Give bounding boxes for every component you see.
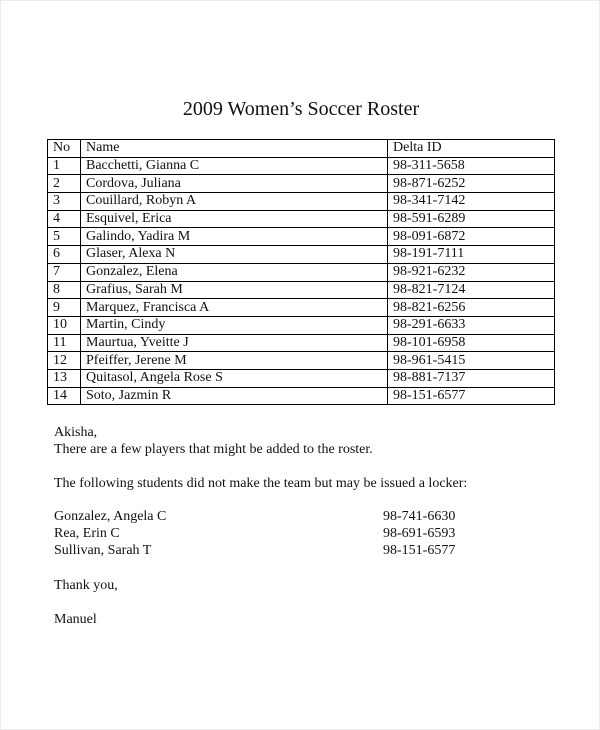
table-row (48, 193, 555, 211)
cell-no: 11 (48, 334, 81, 352)
cell-name: Marquez, Francisca A (81, 299, 388, 317)
closing: Thank you, (54, 578, 118, 593)
cell-delta-id: 98-591-6289 (388, 210, 555, 228)
note-line-1: There are a few players that might be added to the roster. (54, 442, 373, 457)
table-row (48, 228, 555, 246)
cell-no: 10 (48, 316, 81, 334)
table-row (48, 175, 555, 193)
cell-name: Martin, Cindy (81, 316, 388, 334)
cell-name: Grafius, Sarah M (81, 281, 388, 299)
cell-delta-id: 98-091-6872 (388, 228, 555, 246)
table-row (48, 263, 555, 281)
table-row (48, 387, 555, 405)
cell-name: Pfeiffer, Jerene M (81, 352, 388, 370)
extra-student-id: 98-151-6577 (383, 543, 456, 558)
table-row (48, 157, 555, 175)
extra-student-id: 98-691-6593 (383, 526, 456, 541)
roster-table (47, 139, 555, 405)
table-row (48, 246, 555, 264)
cell-name: Esquivel, Erica (81, 210, 388, 228)
cell-delta-id: 98-311-5658 (388, 157, 555, 175)
cell-no: 12 (48, 352, 81, 370)
table-row (48, 352, 555, 370)
cell-delta-id: 98-191-7111 (388, 246, 555, 264)
extra-student-name: Gonzalez, Angela C (54, 509, 167, 524)
cell-delta-id: 98-881-7137 (388, 369, 555, 387)
greeting: Akisha, (54, 425, 98, 440)
cell-name: Soto, Jazmin R (81, 387, 388, 405)
cell-no: 5 (48, 228, 81, 246)
table-row (48, 210, 555, 228)
cell-no: 9 (48, 299, 81, 317)
note-line-2: The following students did not make the team but may be issued a locker: (54, 476, 468, 491)
cell-delta-id: 98-101-6958 (388, 334, 555, 352)
cell-no: 6 (48, 246, 81, 264)
extra-student-id: 98-741-6630 (383, 509, 456, 524)
cell-name: Glaser, Alexa N (81, 246, 388, 264)
cell-name: Galindo, Yadira M (81, 228, 388, 246)
cell-name: Quitasol, Angela Rose S (81, 369, 388, 387)
cell-delta-id: 98-151-6577 (388, 387, 555, 405)
header-name: Name (81, 140, 388, 158)
cell-delta-id: 98-821-6256 (388, 299, 555, 317)
extra-student-name: Sullivan, Sarah T (54, 543, 152, 558)
cell-delta-id: 98-871-6252 (388, 175, 555, 193)
cell-name: Gonzalez, Elena (81, 263, 388, 281)
document-title: 2009 Women’s Soccer Roster (182, 98, 420, 120)
table-row (48, 334, 555, 352)
cell-delta-id: 98-961-5415 (388, 352, 555, 370)
cell-no: 1 (48, 157, 81, 175)
cell-name: Couillard, Robyn A (81, 193, 388, 211)
cell-delta-id: 98-821-7124 (388, 281, 555, 299)
cell-name: Maurtua, Yveitte J (81, 334, 388, 352)
header-delta-id: Delta ID (388, 140, 555, 158)
table-row (48, 299, 555, 317)
cell-no: 3 (48, 193, 81, 211)
cell-delta-id: 98-291-6633 (388, 316, 555, 334)
cell-delta-id: 98-341-7142 (388, 193, 555, 211)
cell-no: 7 (48, 263, 81, 281)
cell-no: 2 (48, 175, 81, 193)
cell-no: 14 (48, 387, 81, 405)
header-no: No (48, 140, 81, 158)
cell-no: 13 (48, 369, 81, 387)
cell-no: 4 (48, 210, 81, 228)
cell-delta-id: 98-921-6232 (388, 263, 555, 281)
table-row (48, 369, 555, 387)
signature: Manuel (54, 612, 97, 627)
cell-no: 8 (48, 281, 81, 299)
cell-name: Bacchetti, Gianna C (81, 157, 388, 175)
table-row (48, 316, 555, 334)
extra-student-name: Rea, Erin C (54, 526, 120, 541)
table-header-row (48, 140, 555, 158)
table-row (48, 281, 555, 299)
cell-name: Cordova, Juliana (81, 175, 388, 193)
